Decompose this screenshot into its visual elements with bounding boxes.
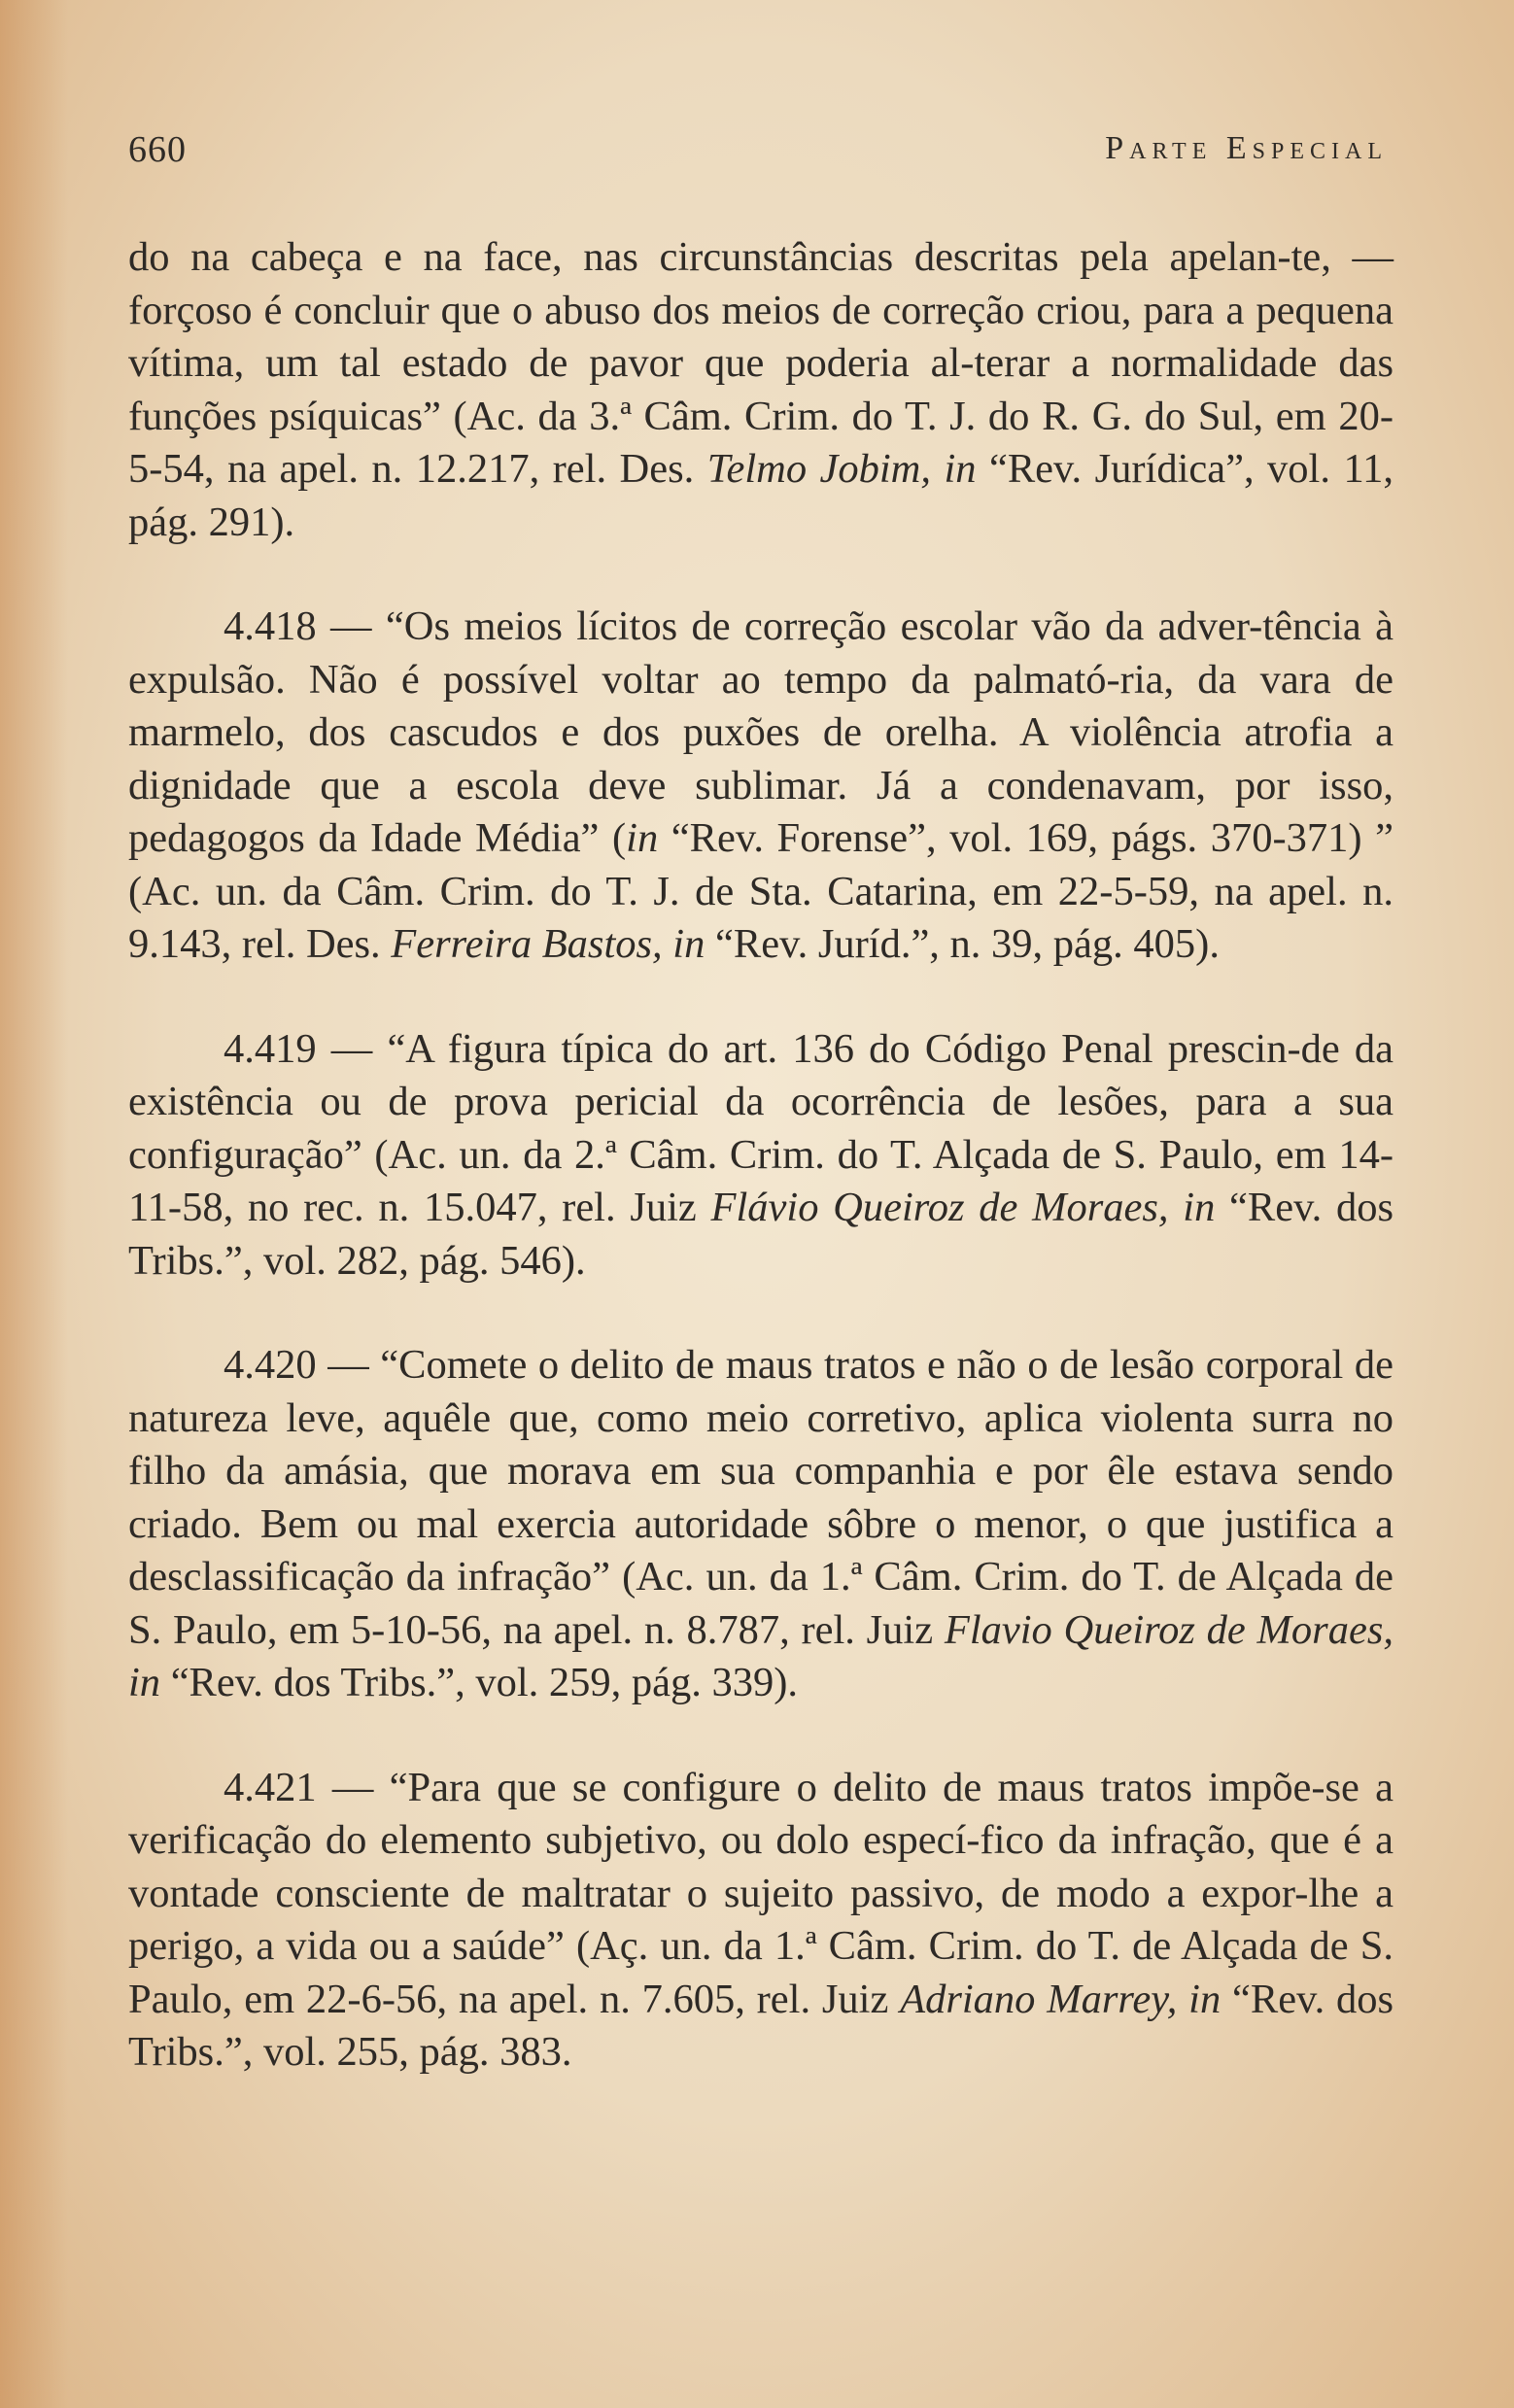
- italic-citation-text: in: [626, 815, 659, 861]
- italic-citation-text: Adriano Marrey, in: [900, 1976, 1222, 2022]
- page-body: [128, 231, 1394, 2080]
- paragraph-text: “Rev. dos Tribs.”, vol. 282, pág. 546).: [128, 1185, 1394, 1284]
- page-header: [128, 128, 1388, 187]
- paragraph-text: “Rev. Jurídica”, vol. 11, pág. 291).: [128, 446, 1394, 545]
- paragraph-text: “Rev. Forense”, vol. 169, págs. 370-371) ” (Ac. un. da Câm. Crim. do T. J. de Sta. Catarina, em 22-5-59, na apel. n. 9.143, rel. Des.: [128, 815, 1394, 967]
- paragraph-text: 4.421 — “Para que se configure o delito de maus tratos impõe-se a verificação do elemento subjetivo, ou dolo especí-fico da infração, que é a vontade consciente de maltratar o sujeito passivo, de modo a expor-lhe a perigo, a vida ou a saúde” (Aç. un. da 1.ª Câm. Crim. do T. de Alçada de S. Paulo, em 22-6-56, na apel. n. 7.605, rel. Juiz: [128, 1764, 1394, 2022]
- italic-citation-text: Flavio Queiroz de Moraes, in: [128, 1606, 1394, 1705]
- paragraph-text: do na cabeça e na face, nas circunstâncias descritas pela apelan-te, — forçoso é concluir que o abuso dos meios de correção criou, para a pequena vítima, um tal estado de pavor que poderia al-terar a normalidade das funções psíquicas” (Ac. da 3.ª Câm. Crim. do T. J. do R. G. do Sul, em 20-5-54, na apel. n. 12.217, rel. Des.: [128, 234, 1394, 492]
- paragraph-text: 4.418 — “Os meios lícitos de correção escolar vão da adver-tência à expulsão. Não é possível voltar ao tempo da palmató-ria, da vara de marmelo, dos cascudos e dos puxões de orelha. A violência atrofia a dignidade que a escola deve sublimar. Já a condenavam, por isso, pedagogos da Idade Média” (: [128, 603, 1394, 861]
- paragraph-4419: [128, 1023, 1394, 1289]
- page-number: 660: [128, 129, 187, 170]
- italic-citation-text: Flávio Queiroz de Moraes, in: [710, 1185, 1216, 1230]
- italic-citation-text: Telmo Jobim, in: [706, 446, 977, 492]
- paragraph-text: “Rev. Juríd.”, n. 39, pág. 405).: [705, 921, 1220, 967]
- paragraph-text: 4.419 — “A figura típica do art. 136 do Código Penal prescin-de da existência ou de prova pericial da ocorrência de lesões, para a sua configuração” (Ac. un. da 2.ª Câm. Crim. do T. Alçada de S. Paulo, em 14-11-58, no rec. n. 15.047, rel. Juiz: [128, 1025, 1394, 1230]
- paragraph-continuation: [128, 231, 1394, 549]
- paragraph-4421: [128, 1762, 1394, 2080]
- paragraph-text: 4.420 — “Comete o delito de maus tratos e não o de lesão corporal de natureza leve, aquêle que, como meio corretivo, aplica violenta surra no filho da amásia, que morava em sua companhia e por êle estava sendo criado. Bem ou mal exercia autoridade sôbre o menor, o que justifica a desclassificação da infração” (Ac. un. da 1.ª Câm. Crim. do T. de Alçada de S. Paulo, em 5-10-56, na apel. n. 8.787, rel. Juiz: [128, 1342, 1394, 1653]
- paragraph-4418: [128, 601, 1394, 972]
- paragraph-4420: [128, 1339, 1394, 1710]
- italic-citation-text: Ferreira Bastos, in: [391, 921, 705, 967]
- paragraph-text: “Rev. dos Tribs.”, vol. 255, pág. 383.: [128, 1976, 1394, 2075]
- paragraph-text: “Rev. dos Tribs.”, vol. 259, pág. 339).: [160, 1660, 799, 1705]
- running-head: Parte Especial: [1105, 130, 1388, 166]
